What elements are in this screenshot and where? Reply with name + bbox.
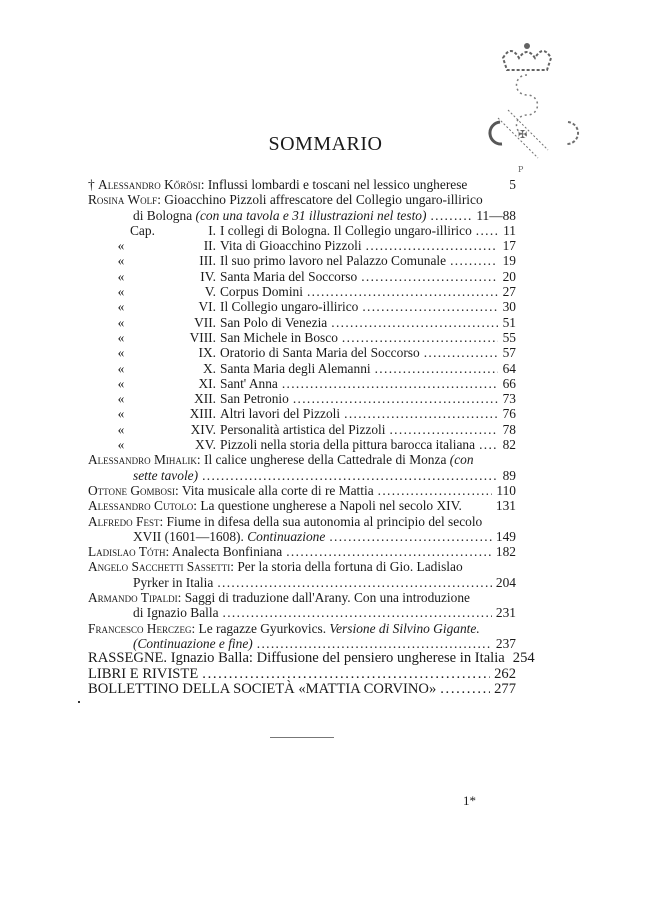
dot-leader (389, 422, 498, 437)
author-name: Ottone Gombosi (88, 482, 176, 498)
page-number: 55 (502, 329, 516, 345)
entry-title (133, 575, 213, 590)
toc-entry (88, 575, 516, 590)
entry-title (133, 636, 253, 651)
dot-leader (331, 315, 498, 330)
entry-text: Santa Maria degli Alemanni (220, 360, 371, 376)
toc-entry (88, 667, 516, 682)
entry-text: Corpus Domini (220, 284, 303, 300)
entry-title (88, 452, 474, 467)
divider-rule (270, 737, 334, 738)
table-of-contents (88, 177, 535, 697)
page-number: 237 (495, 635, 516, 651)
entry-text: RASSEGNE. Ignazio Balla: Diffusione del pensiero ungherese in Italia (88, 650, 505, 667)
chapter-number: VIII. (189, 329, 216, 345)
entry-title (88, 590, 470, 605)
author-name: Alessandro Mihalik (88, 452, 197, 468)
toc-entry (88, 559, 516, 574)
entry-text: Personalità artistica del Pizzoli (220, 421, 386, 437)
entry-text: : Vita musicale alla corte di re Mattia (175, 482, 374, 498)
entry-text: Il suo primo lavoro nel Palazzo Comunale (220, 253, 447, 269)
page-title: SOMMARIO (268, 133, 383, 155)
entry-text: sette tavole) (133, 467, 199, 483)
entry-text: Continuazione (247, 528, 326, 544)
chapter-marker: « (117, 268, 125, 284)
entry-title (88, 483, 374, 498)
chapter-number: II. (203, 238, 216, 254)
entry-text: Oratorio di Santa Maria del Soccorso (220, 345, 420, 361)
page-number: 204 (495, 574, 516, 590)
author-name: Armando Tipaldi (88, 590, 178, 606)
toc-entry (88, 452, 516, 467)
entry-text: Vita di Gioacchino Pizzoli (220, 238, 362, 254)
chapter-marker: « (117, 329, 125, 345)
dot-leader (202, 468, 498, 483)
toc-entry (88, 269, 516, 284)
chapter-number: IV. (200, 268, 216, 284)
dot-leader (344, 406, 498, 421)
dot-leader (375, 361, 498, 376)
page-number: 182 (495, 544, 516, 560)
page-number: 19 (502, 253, 516, 269)
entry-title (133, 529, 325, 544)
entry-title (88, 192, 483, 207)
page-number: 254 (512, 650, 535, 667)
entry-text: : La questione ungherese a Napoli nel secolo XIV. (193, 498, 462, 514)
entry-title (220, 284, 303, 299)
entry-text: : Influssi lombardi e toscani nel lessico ungherese (200, 177, 468, 192)
page-number: 149 (495, 528, 516, 544)
page-number: 82 (502, 437, 516, 453)
entry-title (220, 437, 475, 452)
page-number: 20 (502, 268, 516, 284)
entry-text: Versione di Silvino Gigante. (329, 620, 480, 636)
entry-text: Altri lavori del Pizzoli (220, 406, 341, 422)
dot-leader (362, 299, 498, 314)
toc-entry (88, 238, 516, 253)
dot-leader (378, 483, 493, 498)
page-number: 231 (495, 605, 516, 621)
toc-entry (88, 636, 516, 651)
chapter-number: I. (208, 222, 216, 238)
chapter-number: XIII. (189, 406, 216, 422)
toc-entry (88, 177, 516, 192)
chapter-marker: « (117, 421, 125, 437)
dot-leader (450, 253, 498, 268)
entry-text: di Ignazio Balla (133, 605, 219, 621)
toc-entry (88, 315, 516, 330)
dot-leader (286, 544, 492, 559)
author-name: Rosina Wolf (88, 192, 158, 208)
toc-entry (88, 391, 516, 406)
page-number: 78 (502, 421, 516, 437)
toc-entry (88, 650, 535, 667)
chapter-marker: « (117, 238, 125, 254)
entry-title (88, 514, 482, 529)
toc-entry (88, 345, 516, 360)
chapter-marker: « (117, 284, 125, 300)
entry-text: San Polo di Venezia (220, 314, 328, 330)
folio-signature: 1* (463, 793, 476, 808)
dot-leader (223, 605, 492, 620)
dot-leader (217, 575, 492, 590)
toc-entry (88, 422, 516, 437)
toc-entry (88, 376, 516, 391)
entry-text: : Gioacchino Pizzoli affrescatore del Collegio ungaro-illirico (157, 192, 483, 208)
entry-title (220, 299, 358, 314)
dot-leader (202, 667, 490, 682)
entry-title (220, 361, 371, 376)
chapter-number: VI. (198, 299, 216, 315)
page-number: 17 (502, 238, 516, 254)
entry-text: Sant' Anna (220, 375, 278, 391)
chapter-marker: « (117, 406, 125, 422)
entry-text: : Saggi di traduzione dall'Arany. Con una introduzione (177, 590, 470, 606)
chapter-number: III. (199, 253, 216, 269)
toc-entry (88, 529, 516, 544)
chapter-number: XII. (194, 391, 216, 407)
toc-entry (88, 253, 516, 268)
author-name: Alessandro Kőrösi (98, 177, 201, 192)
entry-title (88, 682, 436, 697)
toc-entry (88, 437, 516, 452)
dot-leader (440, 682, 490, 697)
entry-title (133, 605, 219, 620)
entry-text: Santa Maria del Soccorso (220, 268, 358, 284)
chapter-marker: « (117, 391, 125, 407)
entry-text: San Petronio (220, 391, 289, 407)
toc-entry (88, 590, 516, 605)
page-number: 11—88 (476, 207, 516, 223)
entry-text: † (88, 177, 99, 192)
toc-entry (88, 621, 516, 636)
entry-title (88, 544, 282, 559)
page-number: 73 (502, 391, 516, 407)
chapter-marker: Cap. (130, 222, 155, 238)
dot-leader (257, 636, 492, 651)
chapter-marker: « (117, 299, 125, 315)
chapter-number: XIV. (190, 421, 216, 437)
entry-title (220, 345, 420, 360)
entry-title (220, 376, 278, 391)
toc-entry (88, 330, 516, 345)
dot-leader (361, 269, 498, 284)
page-number: 11 (503, 222, 516, 238)
author-name: Ladislao Tóth (88, 544, 166, 560)
dot-leader (307, 284, 498, 299)
page-number: 66 (502, 375, 516, 391)
page-number: 30 (502, 299, 516, 315)
entry-title (220, 406, 340, 421)
page-number: 64 (502, 360, 516, 376)
entry-title (220, 330, 338, 345)
author-name: Angelo Sacchetti Sassetti (88, 559, 231, 575)
entry-text: Pyrker in Italia (133, 574, 214, 590)
entry-title (88, 559, 463, 574)
toc-entry (88, 544, 516, 559)
page-number: 27 (502, 284, 516, 300)
toc-entry (88, 192, 516, 207)
dot-leader (282, 376, 498, 391)
entry-text: : Fiume in difesa della sua autonomia al principio del secolo (159, 513, 483, 529)
dot-leader (293, 391, 498, 406)
dot-leader (479, 437, 498, 452)
page-number: 110 (496, 482, 516, 498)
page-number: 5 (509, 177, 516, 192)
chapter-number: VII. (194, 314, 216, 330)
dot-leader (329, 529, 492, 544)
author-name: Francesco Herczeg (88, 620, 192, 636)
chapter-marker: « (117, 437, 125, 453)
entry-text: I collegi di Bologna. Il Collegio ungaro-illirico (220, 222, 472, 238)
toc-entry (88, 483, 516, 498)
chapter-number: XI. (198, 375, 216, 391)
entry-title (133, 208, 426, 223)
toc-entry (88, 208, 516, 223)
page-number: 131 (495, 498, 516, 514)
chapter-marker: « (117, 314, 125, 330)
entry-text: : Analecta Bonfiniana (165, 544, 283, 560)
chapter-marker: « (117, 253, 125, 269)
chapter-marker: « (117, 360, 125, 376)
entry-title (88, 621, 480, 636)
page-number: 51 (502, 314, 516, 330)
print-speck (78, 701, 80, 703)
toc-entry (88, 223, 516, 238)
dot-leader (424, 345, 498, 360)
toc-entry (88, 682, 516, 697)
toc-entry (88, 605, 516, 620)
dot-leader (476, 223, 498, 238)
author-name: Alessandro Cutolo (88, 498, 194, 514)
page-number: 76 (502, 406, 516, 422)
entry-title (88, 667, 198, 682)
entry-title (220, 391, 289, 406)
toc-entry (88, 468, 516, 483)
entry-text: Il Collegio ungaro-illirico (220, 299, 359, 315)
entry-title (88, 177, 467, 192)
toc-entry (88, 406, 516, 421)
chapter-number: XV. (195, 437, 216, 453)
chapter-number: X. (202, 360, 216, 376)
entry-title (133, 468, 198, 483)
toc-entry (88, 299, 516, 314)
entry-title (220, 223, 472, 238)
page-number: 89 (502, 467, 516, 483)
dot-leader (342, 330, 498, 345)
entry-title (220, 269, 357, 284)
toc-entry (88, 498, 516, 513)
dot-leader (366, 238, 498, 253)
entry-title (88, 498, 462, 513)
entry-text: : Le ragazze Gyurkovics. (191, 620, 330, 636)
entry-text: (con (449, 452, 474, 468)
entry-text: : Per la storia della fortuna di Gio. Ladislao (230, 559, 463, 575)
entry-text: (Continuazione e fine) (133, 635, 253, 651)
chapter-marker: « (117, 345, 125, 361)
entry-title (220, 422, 385, 437)
entry-text: XVII (1601—1608). (133, 528, 248, 544)
chapter-number: V. (204, 284, 216, 300)
dot-leader (430, 208, 472, 223)
svg-text:P: P (518, 165, 524, 174)
page-number: 262 (494, 665, 516, 682)
toc-entry (88, 361, 516, 376)
entry-title (88, 651, 505, 666)
entry-title (220, 315, 327, 330)
toc-entry (88, 284, 516, 299)
entry-text: : Il calice ungherese della Cattedrale di Monza (196, 452, 450, 468)
entry-title (220, 238, 362, 253)
entry-title (220, 253, 446, 268)
author-name: Alfredo Fest (88, 513, 160, 529)
page-number: 57 (502, 345, 516, 361)
page-number: 277 (494, 680, 516, 697)
chapter-number: IX. (198, 345, 216, 361)
entry-text: di Bologna (133, 207, 196, 223)
entry-text: San Michele in Bosco (220, 329, 338, 345)
svg-text:✠: ✠ (518, 128, 528, 141)
chapter-marker: « (117, 375, 125, 391)
entry-text: BOLLETTINO DELLA SOCIETÀ «MATTIA CORVINO» (88, 680, 437, 697)
library-stamp (478, 40, 588, 185)
entry-text: Pizzoli nella storia della pittura barocca italiana (220, 437, 476, 453)
entry-text: LIBRI E RIVISTE (88, 665, 199, 682)
entry-text: (con una tavola e 31 illustrazioni nel testo) (195, 207, 427, 223)
toc-entry (88, 514, 516, 529)
